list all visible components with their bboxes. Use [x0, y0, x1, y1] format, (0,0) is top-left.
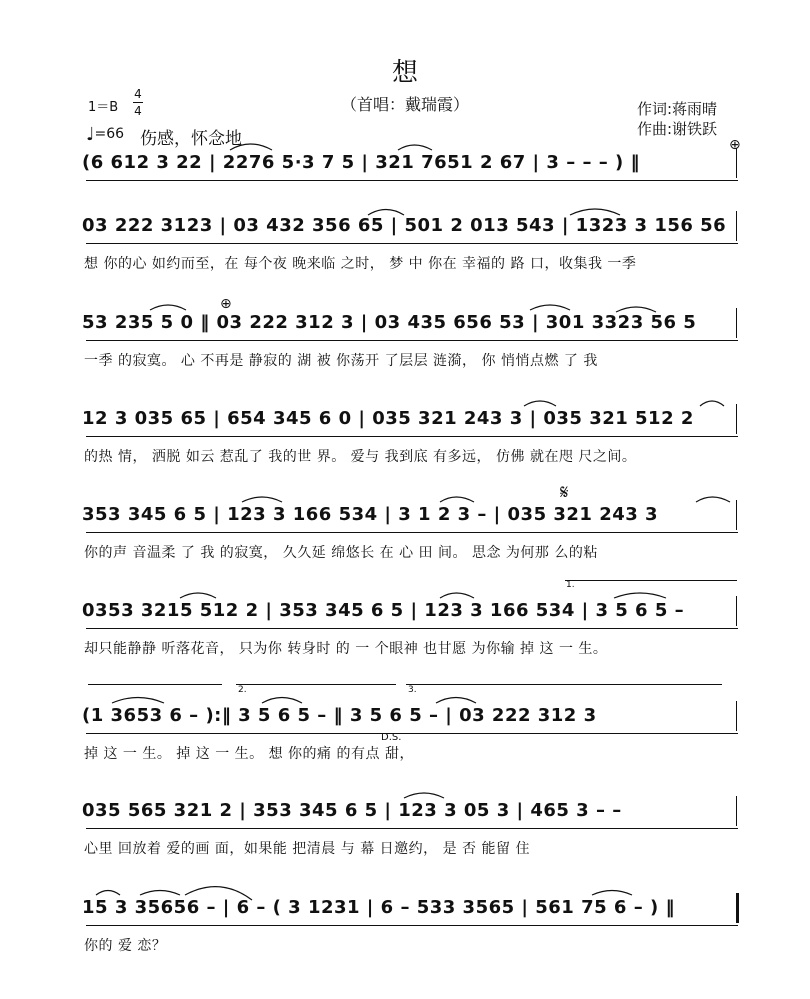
ds-marking: D.S. [381, 732, 402, 743]
notation-line: 15 3 35656 – | 6 – ( 3 1231 | 6 – 533 3565 | 561 75 6 – ) ‖ [82, 897, 675, 918]
song-subtitle: （首唱：戴瑞霞） [340, 95, 469, 114]
lyric-line: 你的 爱 恋？ [84, 938, 167, 954]
volta-number: 1. [566, 580, 575, 590]
lyricist-credit: 作词:蒋雨晴 [637, 100, 718, 118]
expression-marking: 伤感，怀念地 [140, 129, 242, 149]
volta-number: 2. [238, 685, 247, 695]
notation-line: 03 222 3123 | 03 432 356 65 | 501 2 013 543 | 1323 3 156 56 [82, 215, 727, 236]
song-title: 想 [391, 58, 418, 88]
time-signature-top: 4 [134, 87, 142, 101]
lyric-line: 想 你的心 如约而至，在 每个夜 晚来临 之时， 梦 中 你在 幸福的 路 口，收集我 一季 [84, 256, 637, 272]
lyric-line: 掉 这 一 生。 掉 这 一 生。 想 你的痛 的有点 甜， [84, 746, 414, 762]
notation-line: 035 565 321 2 | 353 345 6 5 | 123 3 05 3 | 465 3 – – [82, 800, 622, 821]
notation-line: 0353 3215 512 2 | 353 345 6 5 | 123 3 166 534 | 3 5 6 5 – [82, 600, 685, 621]
key-signature: 1＝B [88, 100, 119, 115]
notation-line: 53 235 5 0 ‖ 03 222 312 3 | 03 435 656 53 | 301 3323 56 5 [82, 312, 697, 333]
lyric-line: 你的声 音温柔 了 我 的寂寞， 久久延 绵悠长 在 心 田 间。 思念 为何那 么的粘 [84, 545, 598, 561]
notation-line: (1 3653 6 – ):‖ 3 5 6 5 – ‖ 3 5 6 5 – | 03 222 312 3 [82, 705, 597, 726]
coda-icon: ⊕ [220, 296, 232, 312]
quarter-note-icon: ♩ [86, 124, 95, 145]
coda-icon: ⊕ [729, 137, 741, 153]
lyric-line: 心里 回放着 爱的画 面，如果能 把清晨 与 幕 日邀约， 是 否 能留 住 [84, 841, 530, 857]
notation-line: 12 3 035 65 | 654 345 6 0 | 035 321 243 3 | 035 321 512 2 [82, 408, 694, 429]
segno-icon: 𝄋 [560, 480, 569, 504]
lyric-line: 的热 情， 洒脱 如云 惹乱了 我的世 界。 爱与 我到底 有多远， 仿佛 就在咫 尺之间。 [84, 449, 637, 465]
lyric-line: 却只能静静 听落花音， 只为你 转身时 的 一 个眼神 也甘愿 为你输 掉 这 一 生。 [84, 641, 608, 657]
lyric-line: 一季 的寂寞。 心 不再是 静寂的 湖 被 你荡开 了层层 涟漪， 你 悄悄点燃 了 我 [84, 353, 598, 369]
notation-line: (6 612 3 22 | 2276 5·3 7 5 | 321 7651 2 67 | 3 – – – ) ‖ [82, 152, 640, 173]
time-signature-bottom: 4 [134, 104, 142, 118]
composer-credit: 作曲:谢铁跃 [637, 120, 718, 138]
notation-line: 353 345 6 5 | 123 3 166 534 | 3 1 2 3 – | 035 321 243 3 [82, 504, 659, 525]
tempo-value: =66 [94, 126, 125, 142]
volta-number: 3. [408, 685, 417, 695]
